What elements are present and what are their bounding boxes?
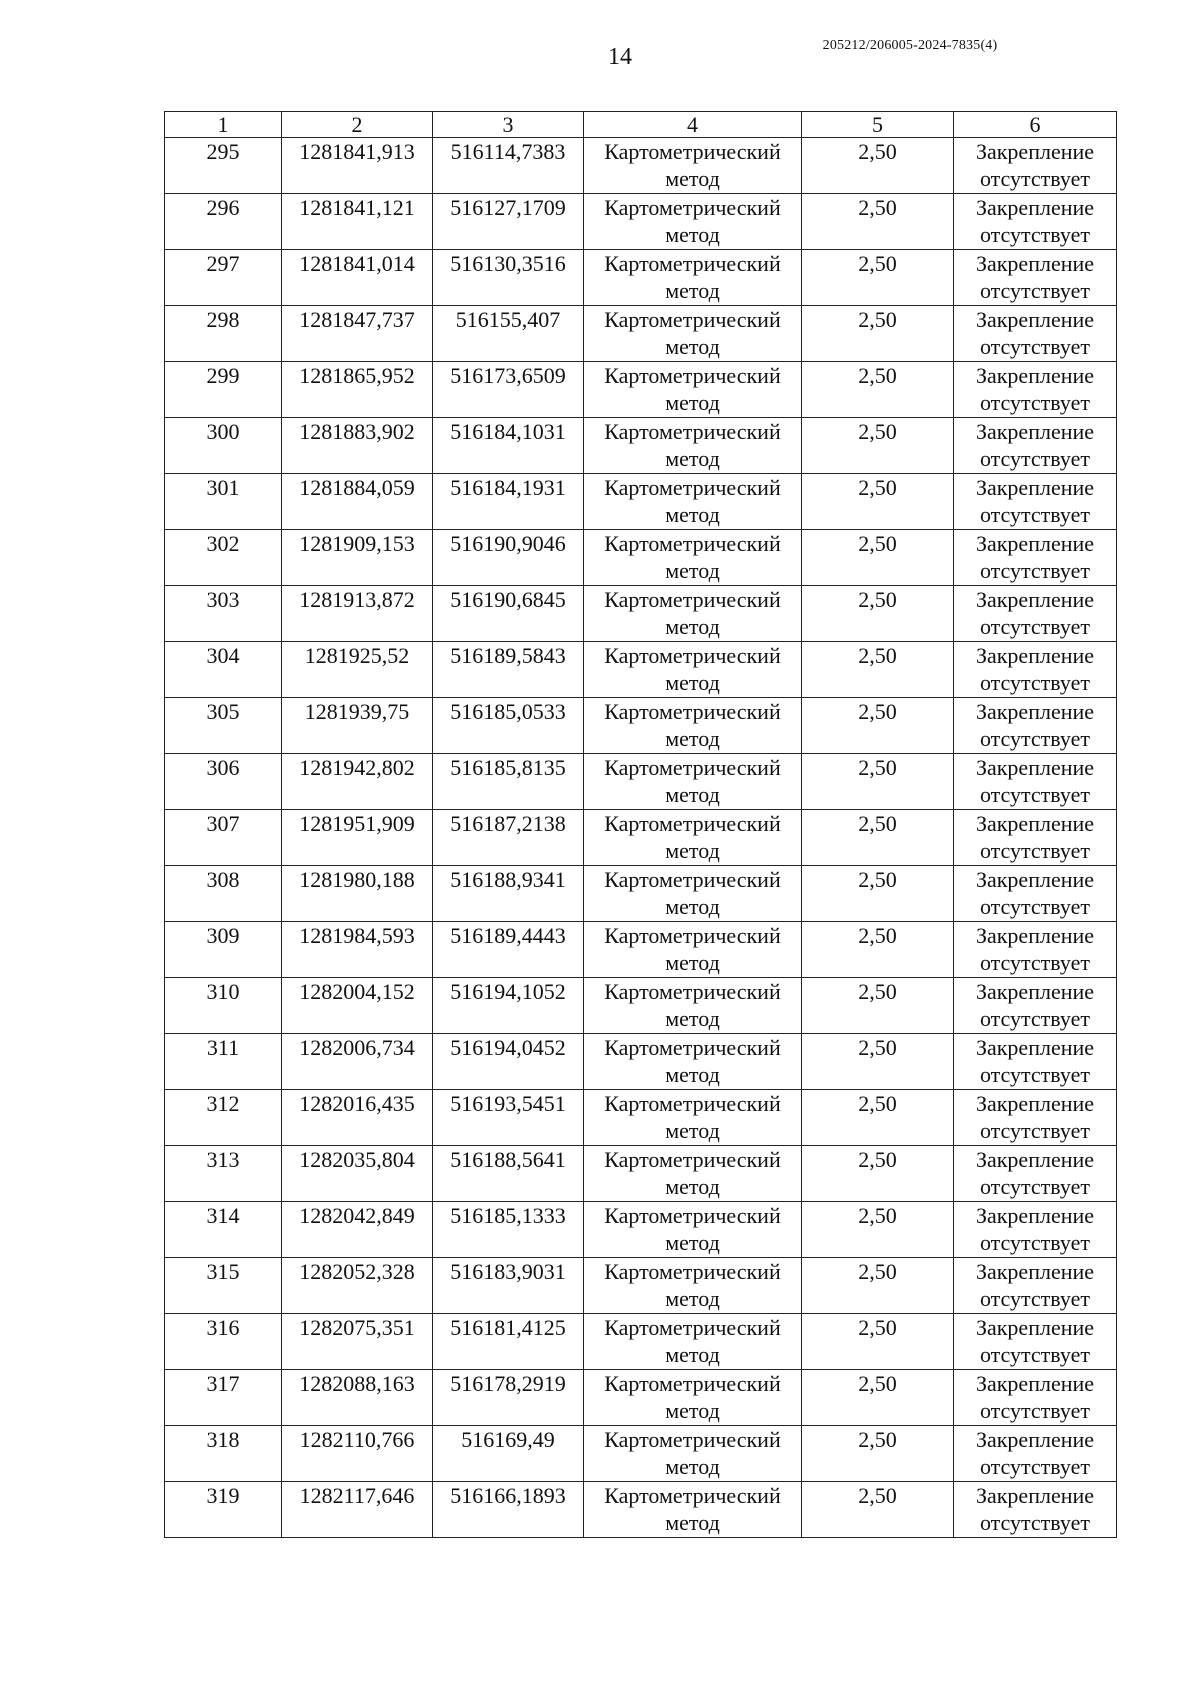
- point-number-cell: 316: [165, 1314, 282, 1370]
- table-body: [165, 138, 1117, 1538]
- method-cell: [584, 922, 802, 978]
- table-row: [165, 250, 1117, 306]
- x-coordinate-cell: 1282052,328: [282, 1258, 433, 1314]
- fixing-cell: [954, 194, 1117, 250]
- fixing-cell-line: отсутствует: [979, 558, 1091, 583]
- method-cell: [584, 866, 802, 922]
- column-header-4: 4: [584, 112, 802, 138]
- method-cell-line: метод: [665, 1230, 720, 1255]
- fixing-cell-line: отсутствует: [979, 390, 1091, 415]
- method-cell: [584, 1034, 802, 1090]
- y-coordinate-cell: 516127,1709: [433, 194, 584, 250]
- table-row: [165, 1482, 1117, 1538]
- accuracy-cell: 2,50: [802, 306, 954, 362]
- table-row: [165, 922, 1117, 978]
- method-cell-line: метод: [665, 1006, 720, 1031]
- x-coordinate-cell: 1281939,75: [282, 698, 433, 754]
- x-coordinate-cell: 1282016,435: [282, 1090, 433, 1146]
- page-number: 14: [608, 44, 632, 70]
- method-cell: [584, 810, 802, 866]
- x-coordinate-cell: 1282117,646: [282, 1482, 433, 1538]
- accuracy-cell: 2,50: [802, 250, 954, 306]
- accuracy-cell: 2,50: [802, 1258, 954, 1314]
- table-row: [165, 474, 1117, 530]
- point-number-cell: 302: [165, 530, 282, 586]
- fixing-cell-line: отсутствует: [979, 334, 1091, 359]
- method-cell: [584, 1482, 802, 1538]
- method-cell-line: Картометрический: [604, 867, 781, 892]
- fixing-cell: [954, 1370, 1117, 1426]
- method-cell: [584, 978, 802, 1034]
- column-header-6: 6: [954, 112, 1117, 138]
- x-coordinate-cell: 1281841,014: [282, 250, 433, 306]
- method-cell-line: метод: [665, 950, 720, 975]
- table-row: [165, 418, 1117, 474]
- x-coordinate-cell: 1281884,059: [282, 474, 433, 530]
- method-cell: [584, 530, 802, 586]
- y-coordinate-cell: 516184,1031: [433, 418, 584, 474]
- fixing-cell: [954, 1034, 1117, 1090]
- y-coordinate-cell: 516193,5451: [433, 1090, 584, 1146]
- y-coordinate-cell: 516166,1893: [433, 1482, 584, 1538]
- method-cell-line: метод: [665, 390, 720, 415]
- accuracy-cell: 2,50: [802, 1314, 954, 1370]
- fixing-cell-line: отсутствует: [979, 446, 1091, 471]
- table-row: [165, 1034, 1117, 1090]
- table-row: [165, 1202, 1117, 1258]
- fixing-cell: [954, 250, 1117, 306]
- table-row: [165, 754, 1117, 810]
- table-header: [165, 112, 1117, 138]
- fixing-cell: [954, 810, 1117, 866]
- x-coordinate-cell: 1281865,952: [282, 362, 433, 418]
- accuracy-cell: 2,50: [802, 1202, 954, 1258]
- point-number-cell: 297: [165, 250, 282, 306]
- fixing-cell-line: отсутствует: [979, 614, 1091, 639]
- table-row: [165, 698, 1117, 754]
- method-cell: [584, 1146, 802, 1202]
- y-coordinate-cell: 516188,5641: [433, 1146, 584, 1202]
- method-cell-line: метод: [665, 334, 720, 359]
- fixing-cell-line: Закрепление: [975, 475, 1095, 500]
- fixing-cell-line: отсутствует: [979, 894, 1091, 919]
- point-number-cell: 317: [165, 1370, 282, 1426]
- table-row: [165, 866, 1117, 922]
- fixing-cell-line: отсутствует: [979, 1510, 1091, 1535]
- fixing-cell: [954, 138, 1117, 194]
- method-cell-line: метод: [665, 1454, 720, 1479]
- method-cell-line: метод: [665, 1174, 720, 1199]
- method-cell: [584, 754, 802, 810]
- fixing-cell: [954, 1146, 1117, 1202]
- fixing-cell-line: отсутствует: [979, 1062, 1091, 1087]
- method-cell: [584, 362, 802, 418]
- point-number-cell: 318: [165, 1426, 282, 1482]
- y-coordinate-cell: 516178,2919: [433, 1370, 584, 1426]
- point-number-cell: 310: [165, 978, 282, 1034]
- method-cell-line: Картометрический: [604, 1091, 781, 1116]
- fixing-cell-line: Закрепление: [975, 979, 1095, 1004]
- fixing-cell-line: Закрепление: [975, 307, 1095, 332]
- point-number-cell: 309: [165, 922, 282, 978]
- fixing-cell-line: Закрепление: [975, 811, 1095, 836]
- column-header-1: 1: [165, 112, 282, 138]
- y-coordinate-cell: 516185,8135: [433, 754, 584, 810]
- fixing-cell-line: Закрепление: [975, 1371, 1095, 1396]
- method-cell-line: метод: [665, 558, 720, 583]
- method-cell-line: Картометрический: [604, 643, 781, 668]
- fixing-cell-line: отсутствует: [979, 1230, 1091, 1255]
- accuracy-cell: 2,50: [802, 1090, 954, 1146]
- method-cell-line: Картометрический: [604, 923, 781, 948]
- y-coordinate-cell: 516188,9341: [433, 866, 584, 922]
- x-coordinate-cell: 1281942,802: [282, 754, 433, 810]
- method-cell: [584, 418, 802, 474]
- point-number-cell: 313: [165, 1146, 282, 1202]
- method-cell-line: метод: [665, 894, 720, 919]
- fixing-cell: [954, 1314, 1117, 1370]
- fixing-cell-line: Закрепление: [975, 363, 1095, 388]
- method-cell: [584, 138, 802, 194]
- method-cell: [584, 250, 802, 306]
- x-coordinate-cell: 1282110,766: [282, 1426, 433, 1482]
- method-cell-line: метод: [665, 1062, 720, 1087]
- table-row: [165, 306, 1117, 362]
- y-coordinate-cell: 516190,6845: [433, 586, 584, 642]
- fixing-cell-line: отсутствует: [979, 1286, 1091, 1311]
- point-number-cell: 295: [165, 138, 282, 194]
- fixing-cell-line: отсутствует: [979, 1398, 1091, 1423]
- header-row: [165, 112, 1117, 138]
- method-cell: [584, 586, 802, 642]
- point-number-cell: 307: [165, 810, 282, 866]
- method-cell-line: метод: [665, 782, 720, 807]
- point-number-cell: 306: [165, 754, 282, 810]
- method-cell-line: Картометрический: [604, 139, 781, 164]
- fixing-cell-line: Закрепление: [975, 643, 1095, 668]
- fixing-cell: [954, 362, 1117, 418]
- accuracy-cell: 2,50: [802, 754, 954, 810]
- fixing-cell-line: Закрепление: [975, 531, 1095, 556]
- method-cell-line: метод: [665, 838, 720, 863]
- table-row: [165, 1090, 1117, 1146]
- method-cell: [584, 474, 802, 530]
- fixing-cell: [954, 1202, 1117, 1258]
- fixing-cell-line: Закрепление: [975, 587, 1095, 612]
- point-number-cell: 315: [165, 1258, 282, 1314]
- document-id: 205212/206005-2024-7835(4): [822, 38, 998, 53]
- table-row: [165, 530, 1117, 586]
- fixing-cell-line: Закрепление: [975, 755, 1095, 780]
- x-coordinate-cell: 1281984,593: [282, 922, 433, 978]
- fixing-cell: [954, 922, 1117, 978]
- fixing-cell-line: отсутствует: [979, 670, 1091, 695]
- point-number-cell: 303: [165, 586, 282, 642]
- method-cell-line: Картометрический: [604, 363, 781, 388]
- method-cell: [584, 1426, 802, 1482]
- x-coordinate-cell: 1282006,734: [282, 1034, 433, 1090]
- table-row: [165, 642, 1117, 698]
- y-coordinate-cell: 516184,1931: [433, 474, 584, 530]
- fixing-cell-line: отсутствует: [979, 502, 1091, 527]
- fixing-cell: [954, 530, 1117, 586]
- x-coordinate-cell: 1281925,52: [282, 642, 433, 698]
- fixing-cell: [954, 306, 1117, 362]
- method-cell: [584, 642, 802, 698]
- table-row: [165, 1146, 1117, 1202]
- method-cell-line: Картометрический: [604, 419, 781, 444]
- x-coordinate-cell: 1281847,737: [282, 306, 433, 362]
- fixing-cell-line: отсутствует: [979, 782, 1091, 807]
- x-coordinate-cell: 1281980,188: [282, 866, 433, 922]
- y-coordinate-cell: 516169,49: [433, 1426, 584, 1482]
- method-cell: [584, 1202, 802, 1258]
- method-cell: [584, 306, 802, 362]
- fixing-cell: [954, 1482, 1117, 1538]
- method-cell-line: метод: [665, 1510, 720, 1535]
- fixing-cell: [954, 1090, 1117, 1146]
- x-coordinate-cell: 1281913,872: [282, 586, 433, 642]
- point-number-cell: 299: [165, 362, 282, 418]
- fixing-cell-line: Закрепление: [975, 1315, 1095, 1340]
- method-cell-line: метод: [665, 222, 720, 247]
- fixing-cell: [954, 754, 1117, 810]
- y-coordinate-cell: 516194,1052: [433, 978, 584, 1034]
- y-coordinate-cell: 516189,4443: [433, 922, 584, 978]
- method-cell-line: метод: [665, 1286, 720, 1311]
- fixing-cell-line: отсутствует: [979, 726, 1091, 751]
- method-cell-line: Картометрический: [604, 1147, 781, 1172]
- table-row: [165, 362, 1117, 418]
- method-cell-line: метод: [665, 278, 720, 303]
- y-coordinate-cell: 516190,9046: [433, 530, 584, 586]
- fixing-cell-line: отсутствует: [979, 278, 1091, 303]
- fixing-cell-line: Закрепление: [975, 923, 1095, 948]
- column-header-5: 5: [802, 112, 954, 138]
- method-cell: [584, 1090, 802, 1146]
- fixing-cell-line: отсутствует: [979, 1454, 1091, 1479]
- method-cell-line: Картометрический: [604, 755, 781, 780]
- fixing-cell-line: Закрепление: [975, 251, 1095, 276]
- method-cell: [584, 1258, 802, 1314]
- point-number-cell: 298: [165, 306, 282, 362]
- y-coordinate-cell: 516114,7383: [433, 138, 584, 194]
- table-row: [165, 194, 1117, 250]
- y-coordinate-cell: 516187,2138: [433, 810, 584, 866]
- fixing-cell-line: отсутствует: [979, 1174, 1091, 1199]
- method-cell: [584, 194, 802, 250]
- point-number-cell: 314: [165, 1202, 282, 1258]
- y-coordinate-cell: 516183,9031: [433, 1258, 584, 1314]
- method-cell-line: Картометрический: [604, 1259, 781, 1284]
- accuracy-cell: 2,50: [802, 362, 954, 418]
- method-cell-line: Картометрический: [604, 1203, 781, 1228]
- point-number-cell: 312: [165, 1090, 282, 1146]
- point-number-cell: 319: [165, 1482, 282, 1538]
- point-number-cell: 300: [165, 418, 282, 474]
- method-cell-line: Картометрический: [604, 811, 781, 836]
- method-cell-line: метод: [665, 1398, 720, 1423]
- table-row: [165, 1314, 1117, 1370]
- fixing-cell: [954, 1258, 1117, 1314]
- x-coordinate-cell: 1282075,351: [282, 1314, 433, 1370]
- y-coordinate-cell: 516189,5843: [433, 642, 584, 698]
- fixing-cell: [954, 866, 1117, 922]
- fixing-cell-line: отсутствует: [979, 950, 1091, 975]
- method-cell: [584, 1370, 802, 1426]
- table-row: [165, 1370, 1117, 1426]
- method-cell-line: метод: [665, 670, 720, 695]
- method-cell-line: метод: [665, 502, 720, 527]
- coordinates-table: [164, 111, 1117, 1538]
- x-coordinate-cell: 1282042,849: [282, 1202, 433, 1258]
- fixing-cell: [954, 698, 1117, 754]
- fixing-cell: [954, 418, 1117, 474]
- method-cell-line: метод: [665, 614, 720, 639]
- point-number-cell: 305: [165, 698, 282, 754]
- point-number-cell: 304: [165, 642, 282, 698]
- fixing-cell-line: Закрепление: [975, 1035, 1095, 1060]
- fixing-cell-line: Закрепление: [975, 867, 1095, 892]
- x-coordinate-cell: 1281841,121: [282, 194, 433, 250]
- y-coordinate-cell: 516194,0452: [433, 1034, 584, 1090]
- method-cell-line: Картометрический: [604, 1427, 781, 1452]
- accuracy-cell: 2,50: [802, 586, 954, 642]
- x-coordinate-cell: 1282088,163: [282, 1370, 433, 1426]
- y-coordinate-cell: 516181,4125: [433, 1314, 584, 1370]
- accuracy-cell: 2,50: [802, 1426, 954, 1482]
- point-number-cell: 311: [165, 1034, 282, 1090]
- fixing-cell-line: Закрепление: [975, 1091, 1095, 1116]
- fixing-cell: [954, 978, 1117, 1034]
- method-cell-line: метод: [665, 1118, 720, 1143]
- accuracy-cell: 2,50: [802, 698, 954, 754]
- accuracy-cell: 2,50: [802, 810, 954, 866]
- method-cell-line: метод: [665, 726, 720, 751]
- method-cell-line: Картометрический: [604, 195, 781, 220]
- method-cell-line: метод: [665, 166, 720, 191]
- accuracy-cell: 2,50: [802, 1146, 954, 1202]
- fixing-cell-line: Закрепление: [975, 1427, 1095, 1452]
- fixing-cell-line: Закрепление: [975, 1147, 1095, 1172]
- accuracy-cell: 2,50: [802, 978, 954, 1034]
- x-coordinate-cell: 1281841,913: [282, 138, 433, 194]
- method-cell-line: Картометрический: [604, 1371, 781, 1396]
- fixing-cell-line: Закрепление: [975, 419, 1095, 444]
- x-coordinate-cell: 1281909,153: [282, 530, 433, 586]
- method-cell-line: Картометрический: [604, 531, 781, 556]
- fixing-cell-line: Закрепление: [975, 195, 1095, 220]
- fixing-cell-line: Закрепление: [975, 1483, 1095, 1508]
- column-header-2: 2: [282, 112, 433, 138]
- method-cell-line: Картометрический: [604, 587, 781, 612]
- accuracy-cell: 2,50: [802, 138, 954, 194]
- method-cell-line: метод: [665, 1342, 720, 1367]
- column-header-3: 3: [433, 112, 584, 138]
- y-coordinate-cell: 516185,0533: [433, 698, 584, 754]
- fixing-cell: [954, 474, 1117, 530]
- method-cell-line: метод: [665, 446, 720, 471]
- table-row: [165, 586, 1117, 642]
- fixing-cell-line: отсутствует: [979, 166, 1091, 191]
- method-cell-line: Картометрический: [604, 1035, 781, 1060]
- y-coordinate-cell: 516173,6509: [433, 362, 584, 418]
- table-row: [165, 1258, 1117, 1314]
- fixing-cell-line: Закрепление: [975, 139, 1095, 164]
- accuracy-cell: 2,50: [802, 194, 954, 250]
- fixing-cell-line: Закрепление: [975, 1259, 1095, 1284]
- point-number-cell: 308: [165, 866, 282, 922]
- accuracy-cell: 2,50: [802, 418, 954, 474]
- fixing-cell-line: отсутствует: [979, 1006, 1091, 1031]
- x-coordinate-cell: 1282035,804: [282, 1146, 433, 1202]
- x-coordinate-cell: 1281951,909: [282, 810, 433, 866]
- method-cell-line: Картометрический: [604, 1483, 781, 1508]
- method-cell-line: Картометрический: [604, 251, 781, 276]
- method-cell: [584, 1314, 802, 1370]
- table-row: [165, 1426, 1117, 1482]
- accuracy-cell: 2,50: [802, 474, 954, 530]
- method-cell-line: Картометрический: [604, 307, 781, 332]
- fixing-cell-line: отсутствует: [979, 222, 1091, 247]
- fixing-cell-line: отсутствует: [979, 838, 1091, 863]
- accuracy-cell: 2,50: [802, 530, 954, 586]
- accuracy-cell: 2,50: [802, 1370, 954, 1426]
- fixing-cell-line: Закрепление: [975, 699, 1095, 724]
- fixing-cell-line: отсутствует: [979, 1118, 1091, 1143]
- accuracy-cell: 2,50: [802, 642, 954, 698]
- y-coordinate-cell: 516155,407: [433, 306, 584, 362]
- fixing-cell-line: Закрепление: [975, 1203, 1095, 1228]
- table-row: [165, 978, 1117, 1034]
- method-cell: [584, 698, 802, 754]
- accuracy-cell: 2,50: [802, 866, 954, 922]
- point-number-cell: 301: [165, 474, 282, 530]
- method-cell-line: Картометрический: [604, 699, 781, 724]
- fixing-cell: [954, 642, 1117, 698]
- x-coordinate-cell: 1282004,152: [282, 978, 433, 1034]
- x-coordinate-cell: 1281883,902: [282, 418, 433, 474]
- y-coordinate-cell: 516185,1333: [433, 1202, 584, 1258]
- method-cell-line: Картометрический: [604, 1315, 781, 1340]
- table-row: [165, 138, 1117, 194]
- fixing-cell: [954, 586, 1117, 642]
- table-row: [165, 810, 1117, 866]
- fixing-cell-line: отсутствует: [979, 1342, 1091, 1367]
- accuracy-cell: 2,50: [802, 922, 954, 978]
- y-coordinate-cell: 516130,3516: [433, 250, 584, 306]
- point-number-cell: 296: [165, 194, 282, 250]
- fixing-cell: [954, 1426, 1117, 1482]
- method-cell-line: Картометрический: [604, 979, 781, 1004]
- accuracy-cell: 2,50: [802, 1482, 954, 1538]
- method-cell-line: Картометрический: [604, 475, 781, 500]
- accuracy-cell: 2,50: [802, 1034, 954, 1090]
